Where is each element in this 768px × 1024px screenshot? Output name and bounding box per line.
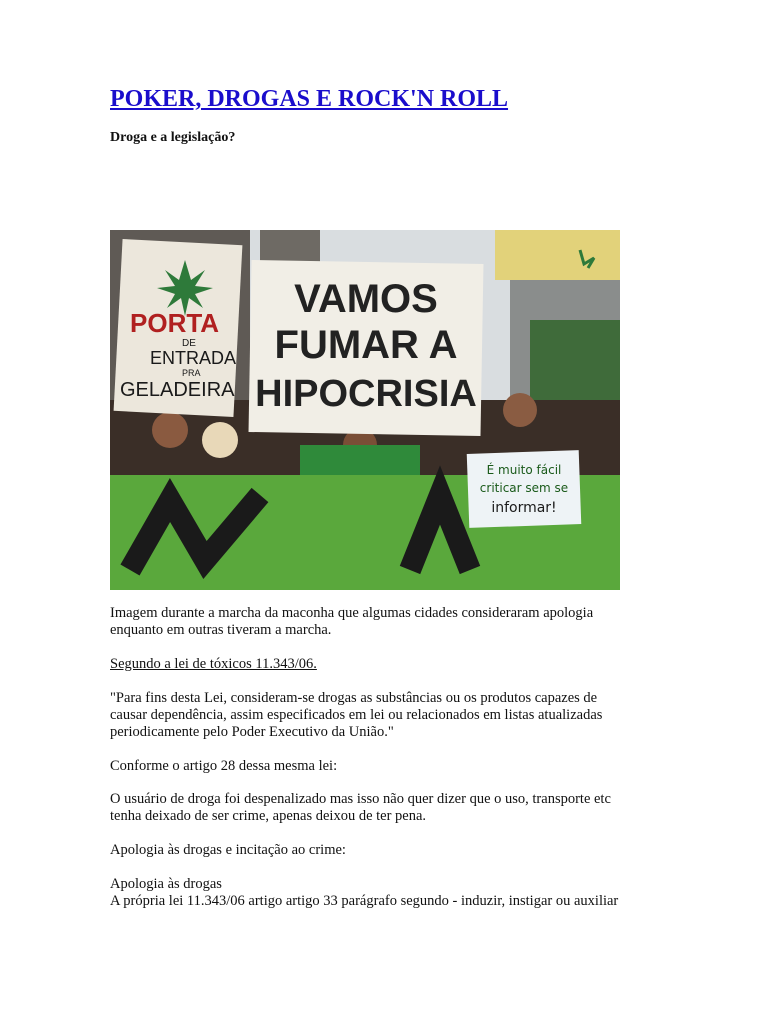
main-sign-line-3: HIPOCRISIA xyxy=(255,373,477,415)
left-sign-line-3: ENTRADA xyxy=(150,348,237,368)
apology-heading: Apologia às drogas e incitação ao crime: xyxy=(110,842,346,858)
protest-photo xyxy=(110,230,620,590)
caption-line: Imagem durante a marcha da maconha que algumas cidades consideraram apologia xyxy=(110,605,594,621)
article-text: Conforme o artigo 28 dessa mesma lei: xyxy=(110,758,338,774)
caption-line: enquanto em outras tiveram a marcha. xyxy=(110,622,332,638)
left-sign-line-4: PRA xyxy=(182,368,201,378)
left-sign-line-5: GELADEIRA xyxy=(120,379,235,401)
user-paragraph xyxy=(110,791,680,825)
law-quote xyxy=(110,690,680,741)
left-sign-line-1: PORTA xyxy=(130,308,220,338)
quote-line: causar dependência, assim especificados em lei ou relacionados em listas atualizadas xyxy=(110,707,603,723)
right-sign-line-1: É muito fácil xyxy=(486,463,562,477)
subtitle: Droga e a legislação? xyxy=(110,130,236,145)
main-sign-line-1: VAMOS xyxy=(294,277,438,321)
page-title[interactable]: POKER, DROGAS E ROCK'N ROLL xyxy=(110,86,509,112)
photo-caption xyxy=(110,605,680,639)
main-sign-line-2: FUMAR A xyxy=(274,323,458,367)
user-line: O usuário de droga foi despenalizado mas isso não quer dizer que o uso, transporte etc xyxy=(110,791,611,807)
law-heading: Segundo a lei de tóxicos 11.343/06. xyxy=(110,656,317,672)
apology-line: A própria lei 11.343/06 artigo artigo 33 parágrafo segundo - induzir, instigar ou auxiliar xyxy=(110,893,619,909)
right-sign-line-2: criticar sem se xyxy=(479,481,569,495)
left-sign-line-2: DE xyxy=(182,338,196,349)
apology-line: Apologia às drogas xyxy=(110,876,222,892)
user-line: tenha deixado de ser crime, apenas deixou de ter pena. xyxy=(110,808,427,824)
quote-line: "Para fins desta Lei, consideram-se drogas as substâncias ou os produtos capazes de xyxy=(110,690,598,706)
apology-paragraph xyxy=(110,876,680,910)
quote-line: periodicamente pelo Poder Executivo da União." xyxy=(110,724,394,740)
right-sign-line-3: informar! xyxy=(491,500,557,516)
